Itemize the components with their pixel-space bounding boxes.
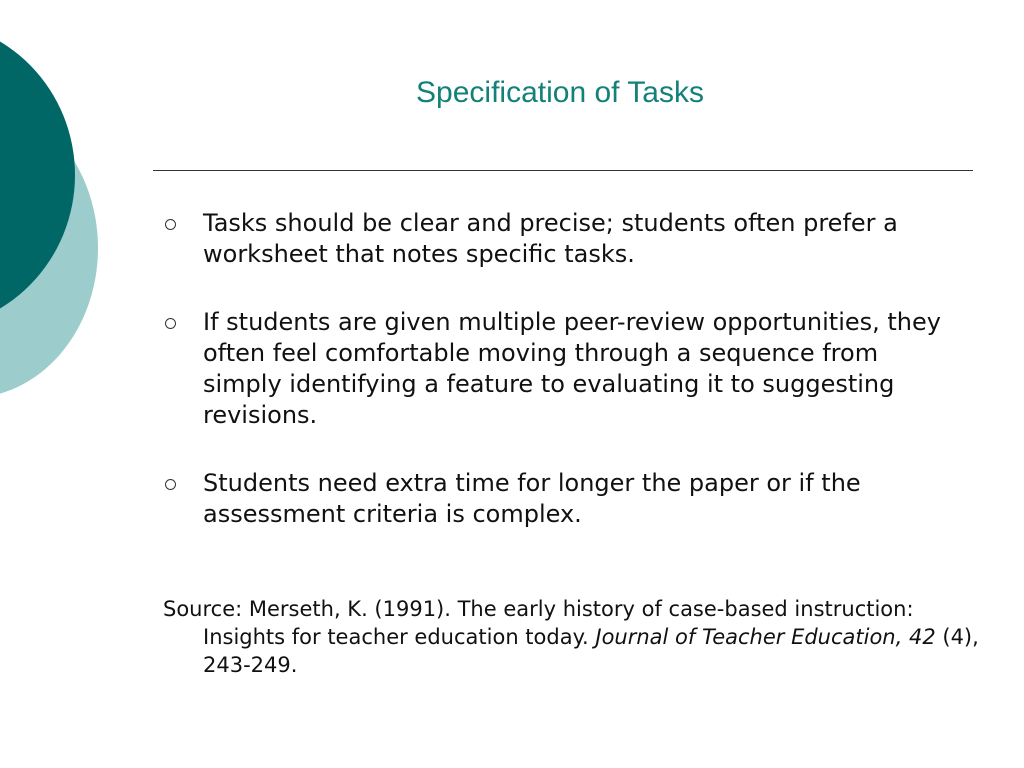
citation-text: Source: Merseth, K. (1991). The early history of case-based instruction: Insights for teacher education today.	[163, 597, 914, 649]
bullet-item	[163, 468, 963, 530]
bullet-text: Students need extra time for longer the paper or if the assessment criteria is complex.	[203, 469, 861, 528]
bullet-item	[163, 307, 963, 431]
bullet-text: Tasks should be clear and precise; students often prefer a worksheet that notes specific tasks.	[203, 209, 898, 268]
hollow-circle-bullet-icon	[165, 479, 176, 490]
hollow-circle-bullet-icon	[165, 219, 176, 230]
bullet-item	[163, 208, 963, 270]
title-divider	[153, 170, 973, 171]
slide-title: Specification of Tasks	[416, 76, 704, 109]
citation-pages: (4), 243-249.	[203, 625, 979, 677]
journal-name: Journal of Teacher Education, 42	[595, 625, 936, 649]
source-citation	[163, 595, 998, 679]
hollow-circle-bullet-icon	[165, 318, 176, 329]
bullet-list	[163, 208, 963, 567]
bullet-text: If students are given multiple peer-review opportunities, they often feel comfortable moving through a sequence from simply identifying a feature to evaluating it to suggesting revisions.	[203, 308, 941, 429]
